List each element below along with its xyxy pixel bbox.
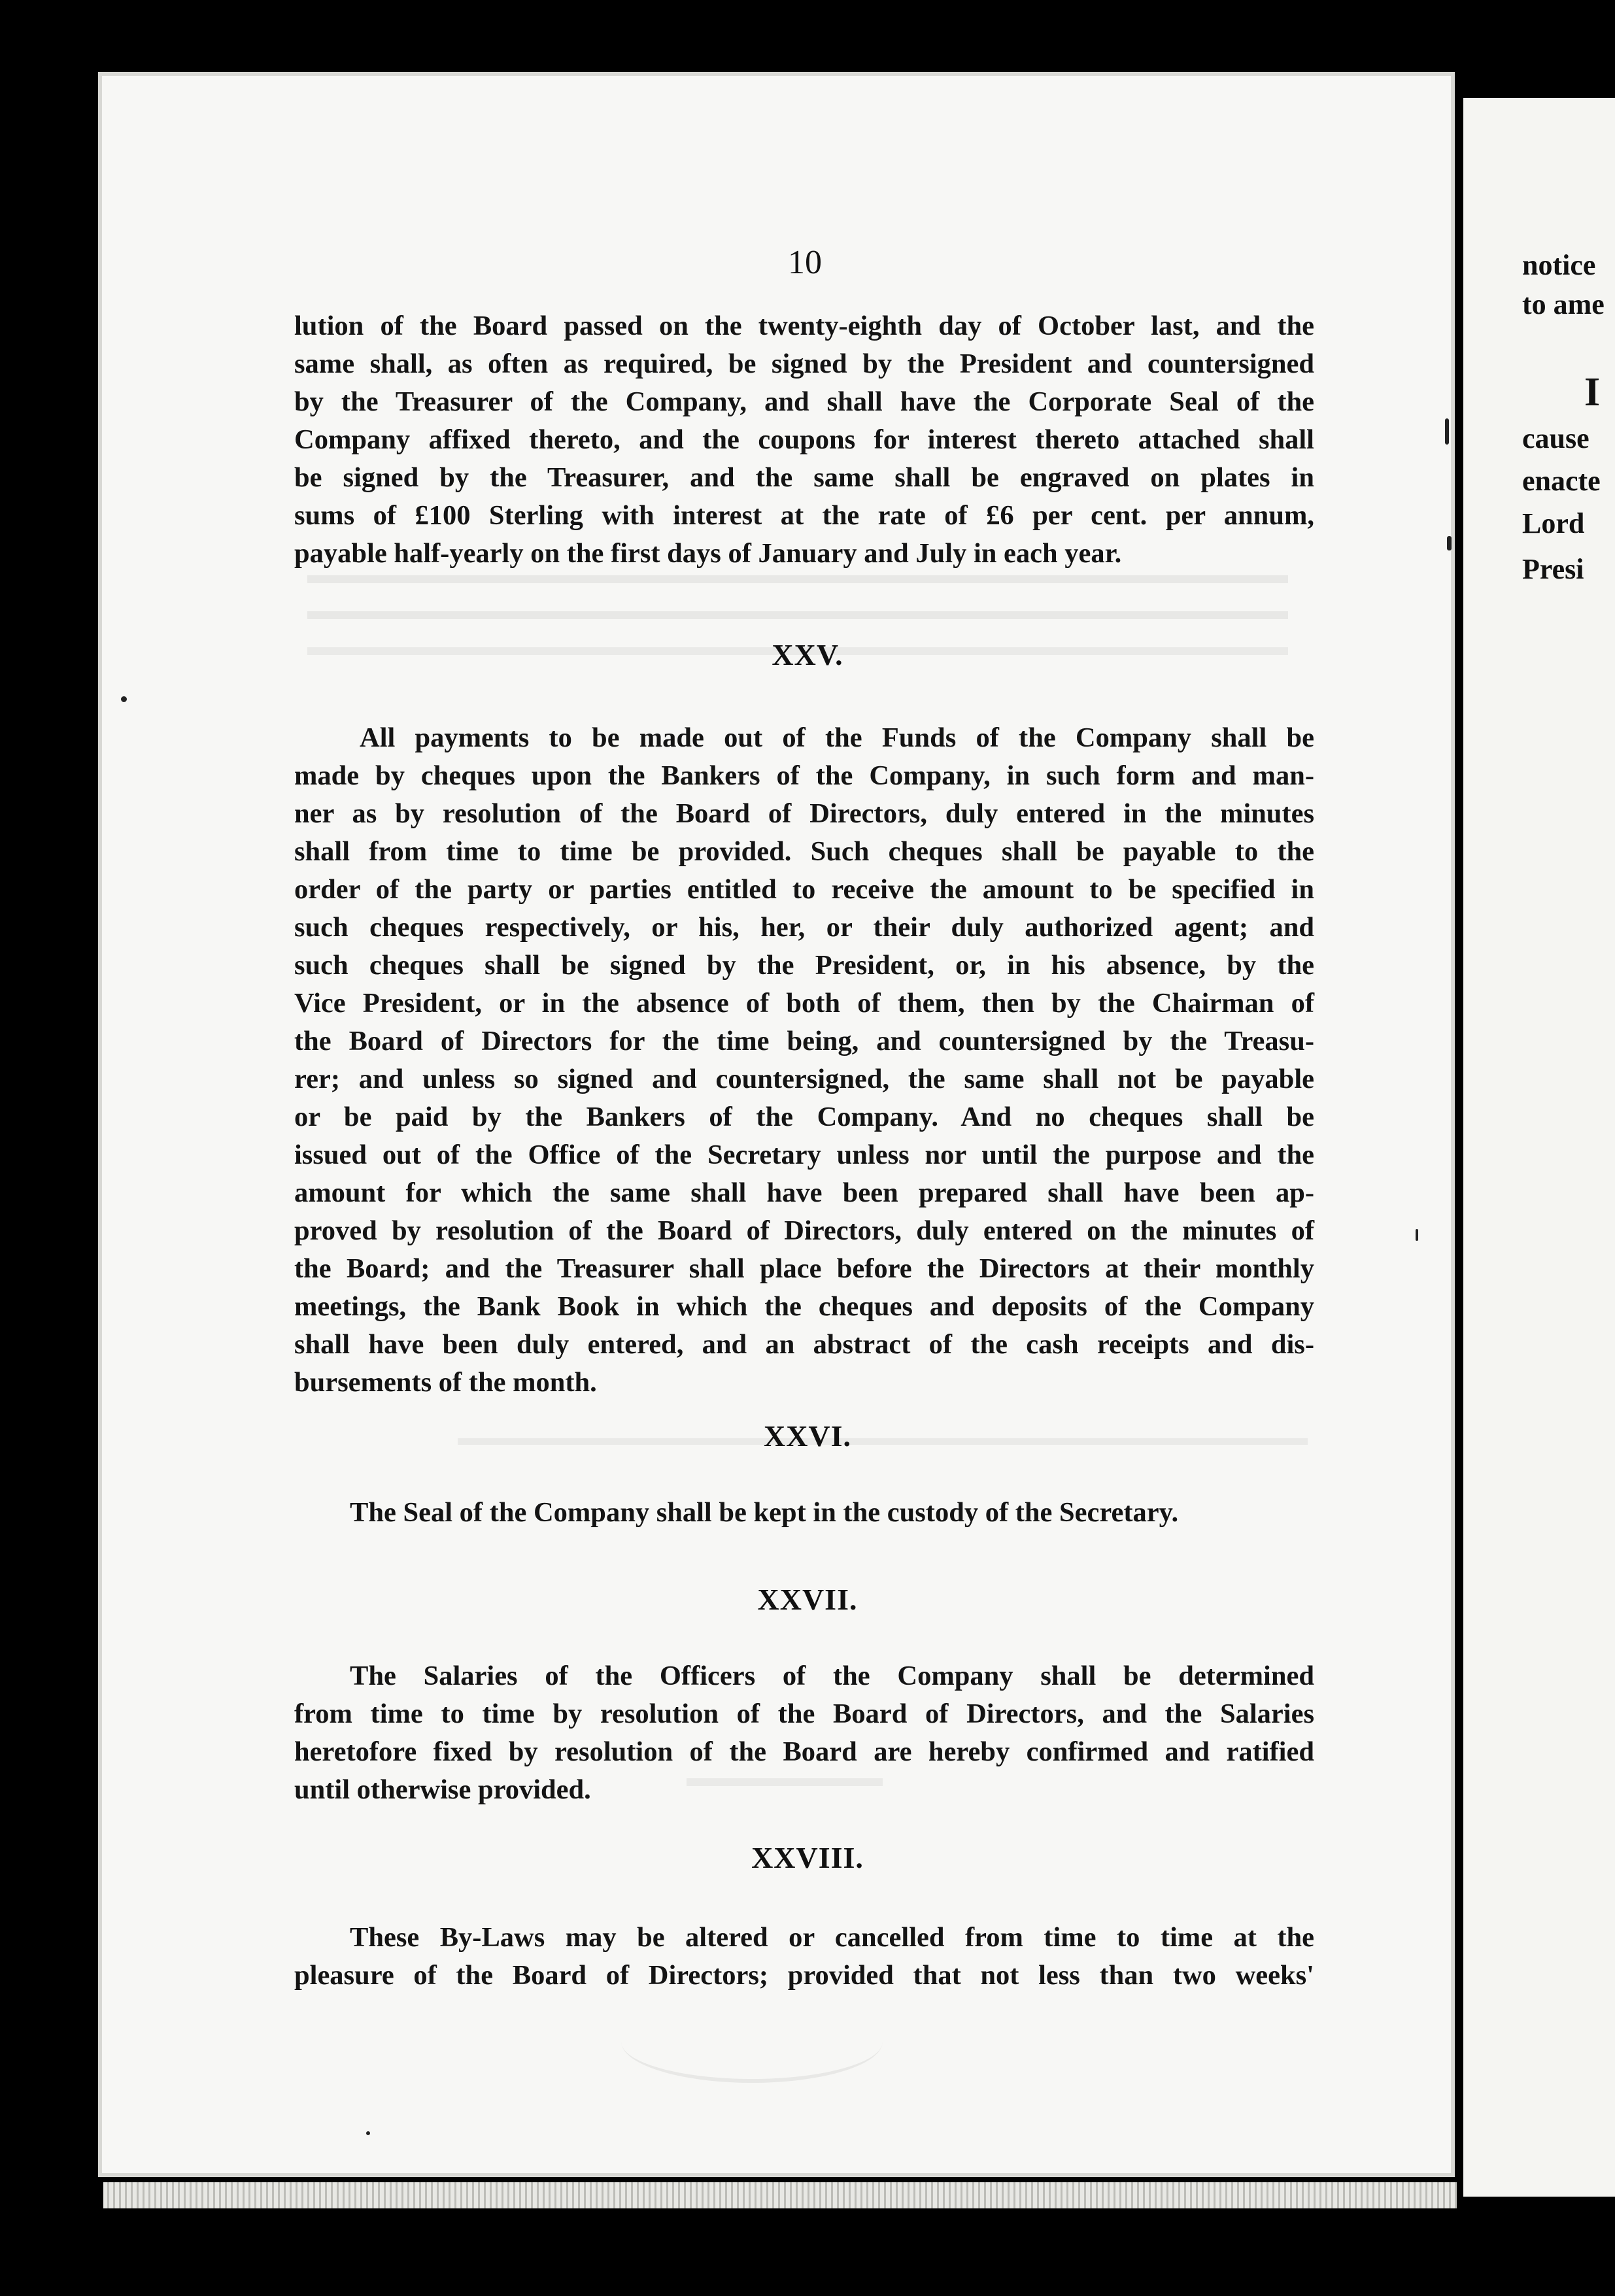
text-line: Company affixed thereto, and the coupons for interest thereto attached shall (294, 424, 1314, 455)
text-line: from time to time by resolution of the Board of Directors, and the Salaries (294, 1698, 1314, 1729)
text-line: Vice President, or in the absence of both of them, then by the Chairman of (294, 988, 1314, 1019)
text-line: meetings, the Bank Book in which the cheques and deposits of the Company (294, 1291, 1314, 1322)
text-line: order of the party or parties entitled to receive the amount to be specified in (294, 874, 1314, 905)
section-body-xxvi (294, 1494, 1314, 1532)
text-line: be signed by the Treasurer, and the same shall be engraved on plates in (294, 462, 1314, 493)
facing-page-word: Lord (1522, 507, 1585, 539)
facing-page-word: enacte (1522, 465, 1601, 497)
text-line: same shall, as often as required, be signed by the President and countersigned (294, 348, 1314, 379)
text-line: sums of £100 Sterling with interest at the rate of £6 per cent. per annum, (294, 500, 1314, 531)
text-line: made by cheques upon the Bankers of the Company, in such form and man- (294, 760, 1314, 791)
ink-speck (1416, 1229, 1418, 1241)
ink-speck (1447, 536, 1452, 550)
paragraph-continuation (294, 307, 1314, 573)
text-line: All payments to be made out of the Funds of the Company shall be (360, 722, 1314, 753)
text-line: rer; and unless so signed and countersigned, the same shall not be payable (294, 1064, 1314, 1094)
text-line: These By-Laws may be altered or cancelled from time to time at the (350, 1922, 1314, 1953)
section-heading-xxviii: XXVIII. (751, 1841, 864, 1874)
facing-page-fragment (1463, 98, 1615, 2197)
text-line: or be paid by the Bankers of the Company. And no cheques shall be (294, 1102, 1314, 1132)
text-line: amount for which the same shall have been prepared shall have been ap- (294, 1177, 1314, 1208)
section-body-xxvii (294, 1657, 1314, 1809)
text-line: such cheques shall be signed by the President, or, in his absence, by the (294, 950, 1314, 981)
section-heading-xxvi: XXVI. (763, 1419, 852, 1453)
text-line: shall from time to time be provided. Such cheques shall be payable to the (294, 836, 1314, 867)
ink-speck (366, 2131, 370, 2135)
ink-speck (1445, 418, 1449, 445)
text-line: issued out of the Office of the Secretary unless nor until the purpose and the (294, 1140, 1314, 1170)
text-line: pleasure of the Board of Directors; provided that not less than two weeks' (294, 1960, 1314, 1991)
ink-speck (121, 696, 127, 702)
facing-page-word: Presi (1522, 553, 1584, 585)
text-line: The Salaries of the Officers of the Company shall be determined (350, 1661, 1314, 1691)
facing-page-heading: I (1584, 370, 1601, 414)
page-number: 10 (788, 244, 822, 281)
section-body-xxviii (294, 1919, 1314, 1995)
text-line: the Board; and the Treasurer shall place before the Directors at their monthly (294, 1253, 1314, 1284)
text-line: the Board of Directors for the time being, and countersigned by the Treasu- (294, 1026, 1314, 1056)
text-line: until otherwise provided. (294, 1774, 591, 1805)
text-line: heretofore fixed by resolution of the Board are hereby confirmed and ratified (294, 1736, 1314, 1767)
text-line: ner as by resolution of the Board of Directors, duly entered in the minutes (294, 798, 1314, 829)
bleed-through-mark (307, 575, 1288, 583)
text-line: by the Treasurer of the Company, and shall have the Corporate Seal of the (294, 386, 1314, 417)
section-body-xxv (294, 719, 1314, 1402)
text-line: lution of the Board passed on the twenty-eighth day of October last, and the (294, 311, 1314, 341)
text-line: The Seal of the Company shall be kept in the custody of the Secretary. (350, 1497, 1179, 1528)
bleed-through-mark (307, 611, 1288, 619)
facing-page-word: notice (1522, 249, 1596, 281)
text-line: shall have been duly entered, and an abstract of the cash receipts and dis- (294, 1329, 1314, 1360)
bleed-through-mark (621, 2001, 883, 2083)
page-edge (103, 2182, 1457, 2208)
text-line: payable half-yearly on the first days of January and July in each year. (294, 538, 1122, 569)
facing-page-word: to ame (1522, 288, 1605, 320)
facing-page-word: cause (1522, 422, 1590, 454)
section-heading-xxvii: XXVII. (757, 1583, 858, 1616)
text-line: bursements of the month. (294, 1367, 597, 1398)
text-line: proved by resolution of the Board of Directors, duly entered on the minutes of (294, 1215, 1314, 1246)
text-line: such cheques respectively, or his, her, or their duly authorized agent; and (294, 912, 1314, 943)
section-heading-xxv: XXV. (772, 638, 843, 671)
